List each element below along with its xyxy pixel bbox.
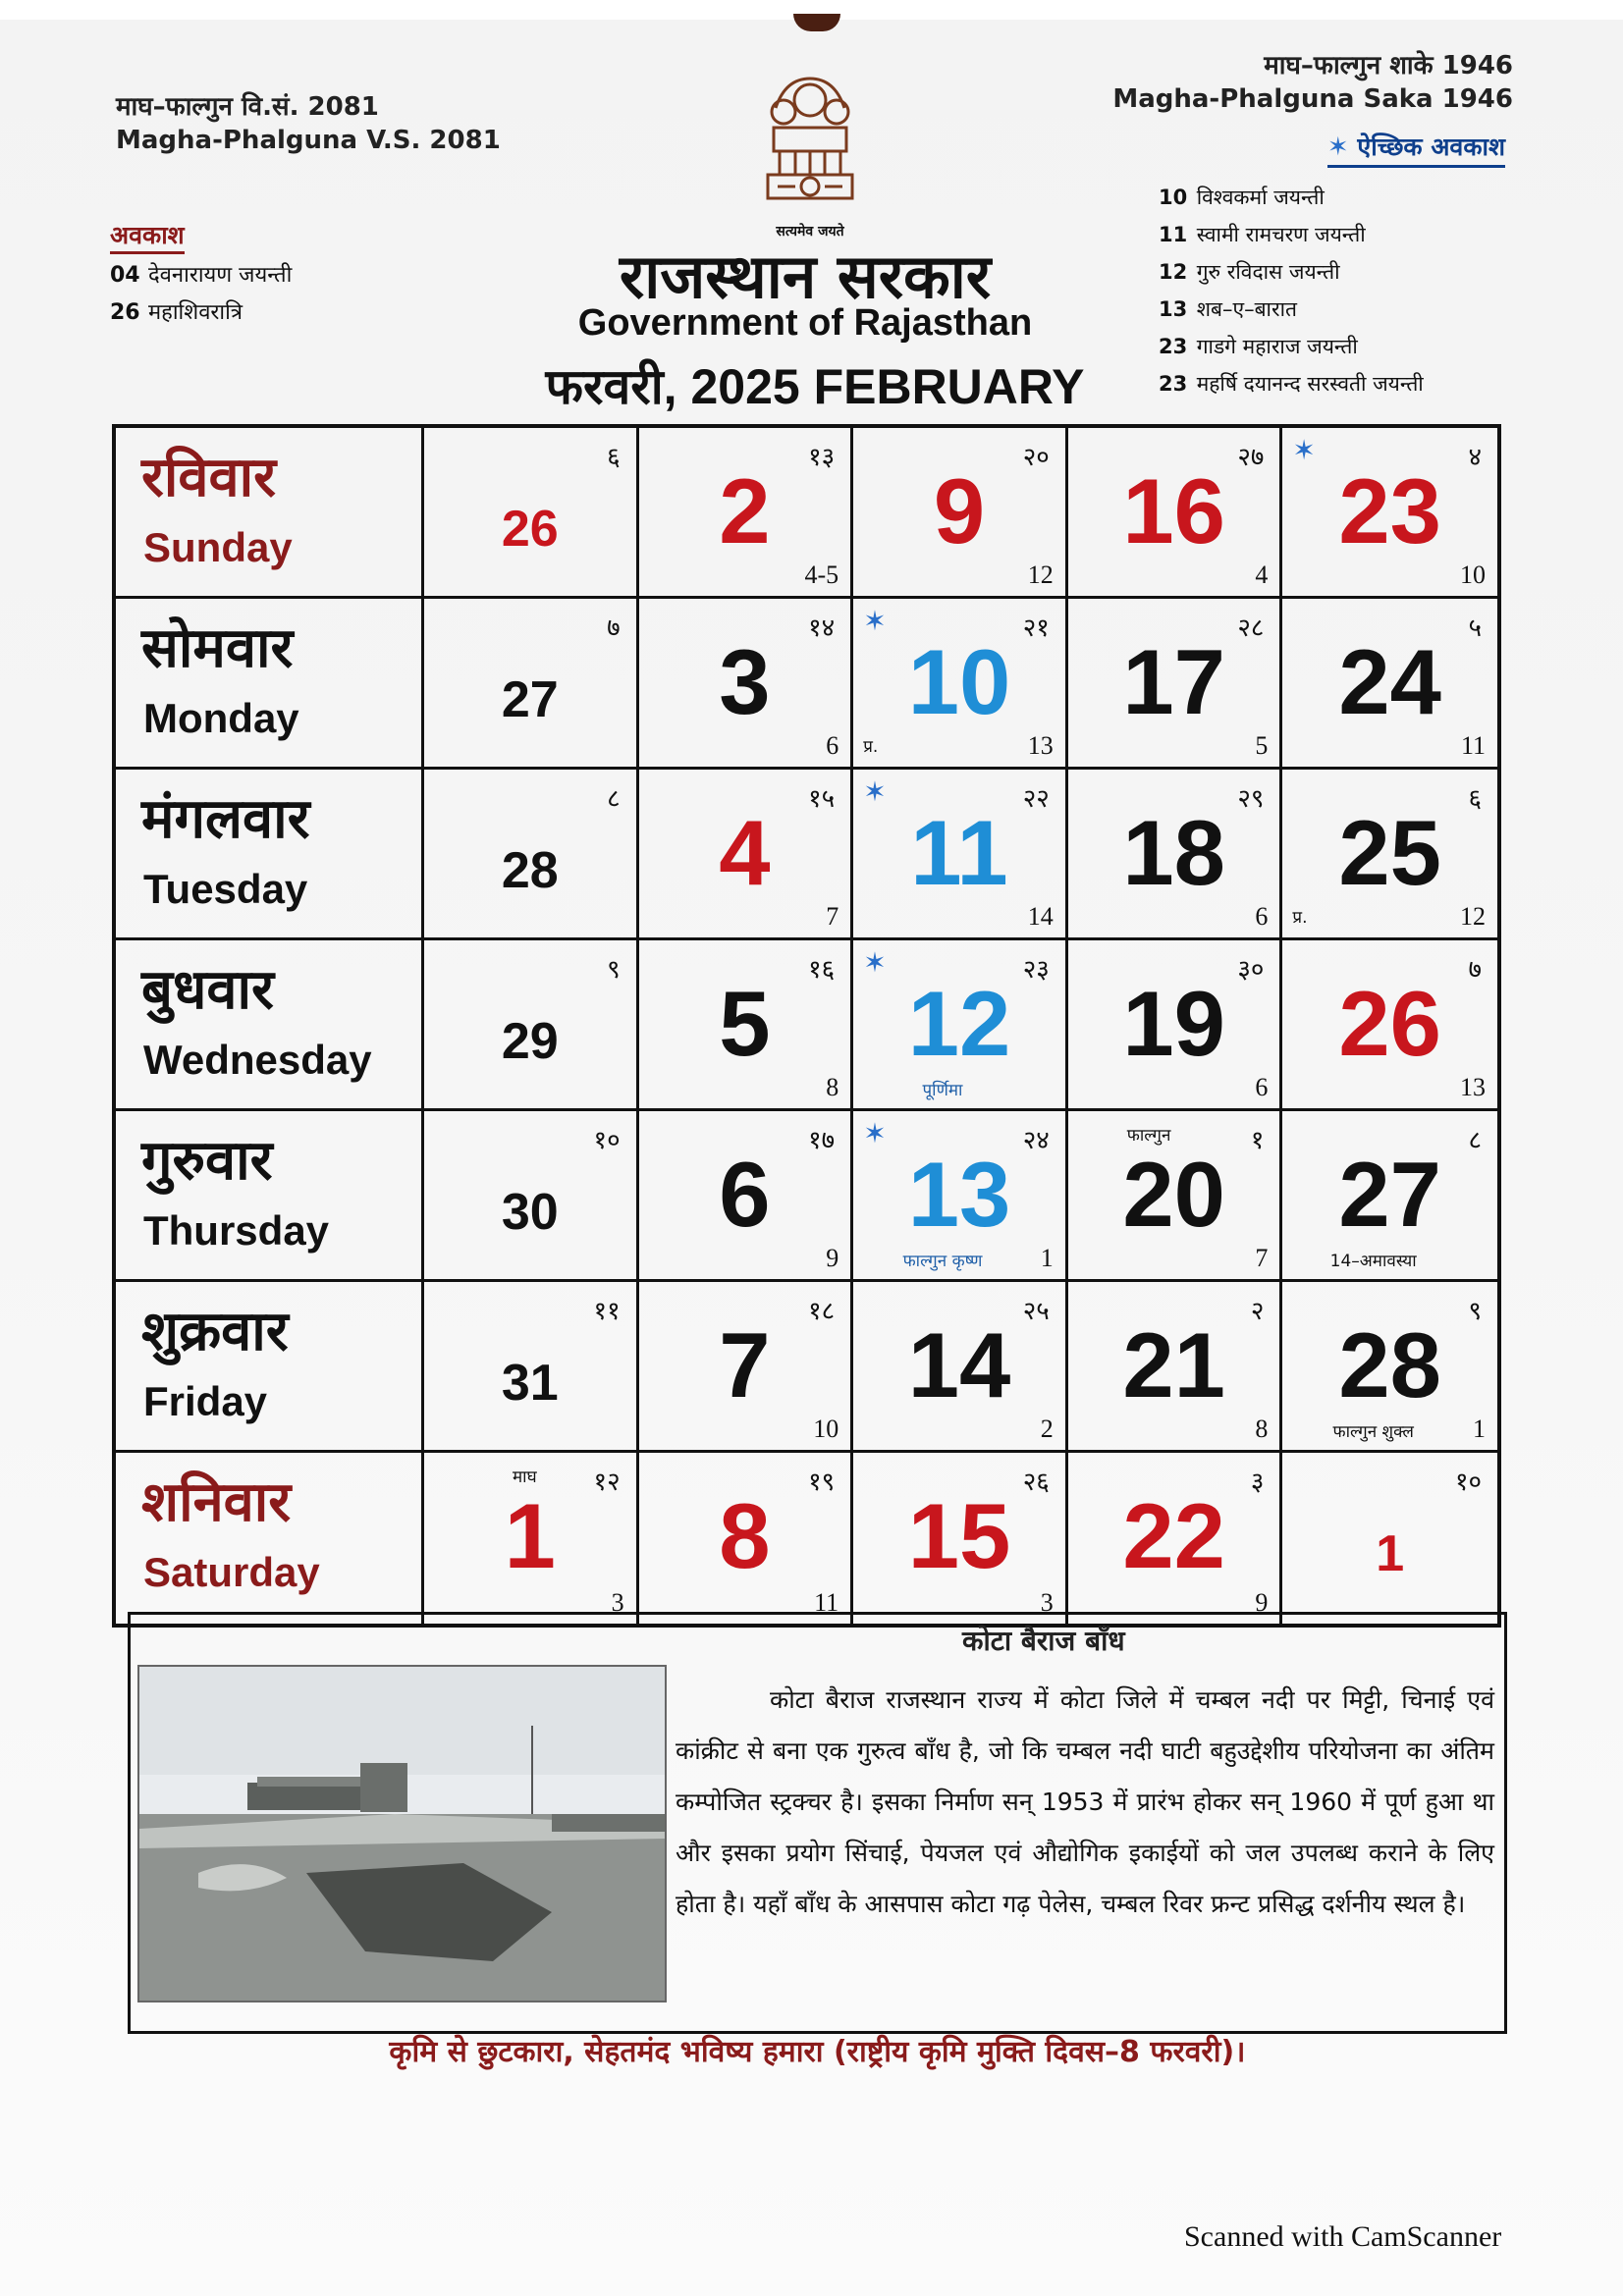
tithi-number: ४ [1468, 443, 1482, 472]
day-name-english: Thursday [143, 1207, 330, 1254]
date-cell [639, 428, 854, 599]
date-cell [1282, 428, 1497, 599]
saka-date: 7 [1255, 1244, 1269, 1272]
cell-note: 14–अमावस्या [1329, 1252, 1417, 1271]
saka-date: 9 [1255, 1588, 1269, 1617]
saka-date: 6 [826, 731, 839, 760]
date-cell [1282, 1282, 1497, 1453]
date-number: 26 [501, 501, 559, 558]
saka-date: 3 [1040, 1588, 1054, 1617]
date-cell [639, 599, 854, 770]
slogan: कृमि से छुटकारा, सेहतमंद भविष्य हमारा (राष्ट्रीय कृमि मुक्ति दिवस–8 फरवरी)। [389, 2035, 1246, 2069]
saka-english: Magha-Phalguna Saka 1946 [1112, 84, 1513, 114]
saka-date: 6 [1255, 1073, 1269, 1101]
date-number: 11 [910, 801, 1008, 904]
date-number: 15 [907, 1484, 1011, 1587]
tithi-number: २८ [1237, 614, 1265, 643]
optional-holiday-star-icon: ✶ [1292, 434, 1316, 466]
optional-holiday-item: 13 शब–ए–बारात [1159, 297, 1297, 321]
date-cell [639, 940, 854, 1111]
date-number: 13 [907, 1143, 1011, 1246]
tithi-number: ५ [1468, 614, 1482, 643]
emblem-motto: सत्यमेव जयते [776, 224, 844, 240]
saka-date: 11 [814, 1588, 839, 1617]
day-name-hindi: मंगलवार [141, 786, 310, 851]
dam-photo [137, 1665, 667, 2002]
date-number: 25 [1338, 801, 1441, 904]
date-number: 10 [907, 630, 1011, 733]
optional-holiday-item: 10 विश्वकर्मा जयन्ती [1159, 186, 1325, 209]
saka-date: 4 [1255, 561, 1269, 589]
vs-english: Magha-Phalguna V.S. 2081 [116, 126, 501, 155]
tithi-number: २२ [1022, 784, 1050, 814]
tithi-number: १९ [808, 1468, 836, 1497]
date-number: 19 [1122, 972, 1225, 1075]
saka-date: 5 [1255, 731, 1269, 760]
saka-date: 1 [1040, 1244, 1054, 1272]
date-number: 30 [501, 1184, 559, 1241]
date-number: 3 [719, 630, 771, 733]
date-number: 18 [1122, 801, 1225, 904]
day-name-english: Saturday [143, 1549, 320, 1595]
day-name-hindi: बुधवार [141, 957, 274, 1022]
date-cell [853, 428, 1068, 599]
optional-holiday-star-icon: ✶ [863, 1117, 887, 1149]
tithi-number: १४ [808, 614, 836, 643]
date-cell [1282, 1453, 1497, 1624]
date-cell [639, 1453, 854, 1624]
tithi-number: १३ [808, 443, 836, 472]
date-cell [1068, 1282, 1283, 1453]
date-number: 31 [501, 1355, 559, 1412]
saka-date: 12 [1460, 902, 1486, 931]
date-cell [424, 1282, 639, 1453]
scanner-watermark: Scanned with CamScanner [1184, 2220, 1502, 2253]
tithi-number: २६ [1022, 1468, 1050, 1497]
state-emblem-icon [756, 69, 864, 216]
saka-date: 7 [826, 902, 839, 931]
saka-date: 3 [611, 1588, 624, 1617]
date-cell [853, 1453, 1068, 1624]
date-number: 23 [1338, 459, 1441, 562]
optional-holidays-list [1159, 179, 1424, 402]
dam-photo-image [139, 1667, 665, 2001]
day-name-english: Wednesday [143, 1037, 372, 1083]
cell-note: फाल्गुन शुक्ल [1332, 1422, 1414, 1442]
date-cell [639, 770, 854, 940]
saka-date: 8 [1255, 1415, 1269, 1443]
optional-holiday-item: 23 महर्षि दयानन्द सरस्वती जयन्ती [1159, 372, 1424, 396]
date-number: 26 [1338, 972, 1441, 1075]
date-number: 16 [1122, 459, 1225, 562]
saka-date: 10 [1460, 561, 1486, 589]
date-number: 20 [1122, 1143, 1225, 1246]
tithi-number: ९ [1468, 1297, 1482, 1326]
date-number: 7 [719, 1313, 771, 1416]
date-cell [424, 1453, 639, 1624]
header-right [1112, 49, 1513, 116]
tithi-number: ८ [1468, 1126, 1482, 1155]
tithi-number: ११ [593, 1297, 621, 1326]
date-cell [424, 940, 639, 1111]
optional-holiday-star-icon: ✶ [863, 775, 887, 808]
tithi-number: २ [1250, 1297, 1265, 1326]
date-number: 29 [501, 1013, 559, 1070]
tithi-number: ३० [1237, 955, 1265, 985]
date-cell [424, 599, 639, 770]
tithi-number: ८ [607, 784, 621, 814]
day-name-cell [116, 940, 424, 1111]
info-body: कोटा बैराज राजस्थान राज्य में कोटा जिले में चम्बल नदी पर मिट्टी, चिनाई एवं कांक्रीट से बना एक गुरुत्व बाँध है, जो कि चम्बल नदी घाटी बहुउद्देशीय परियोजना का अंतिम कम्पोजित स्ट्रक्चर है। इसका निर्माण सन् 1953 में प्रारंभ होकर सन् 1960 में पूर्ण हुआ था और इसका प्रयोग सिंचाई, पेयजल एवं औद्योगिक इकाईयों को जल उपलब्ध कराने के लिए होता है। यहाँ बाँध के आसपास कोटा गढ़ पेलेस, चम्बल रिवर फ्रन्ट प्रसिद्ध दर्शनीय स्थल है। [676, 1685, 1494, 1918]
tithi-number: १७ [808, 1126, 836, 1155]
day-name-hindi: शनिवार [141, 1469, 292, 1534]
tithi-number: २३ [1022, 955, 1050, 985]
saka-date: 9 [826, 1244, 839, 1272]
vs-hindi: माघ–फाल्गुन वि.सं. 2081 [116, 92, 379, 122]
optional-holiday-item: 11 स्वामी रामचरण जयन्ती [1159, 223, 1366, 246]
date-number: 9 [933, 459, 986, 562]
optional-holiday-star-icon: ✶ [863, 605, 887, 637]
saka-date: 12 [1027, 561, 1054, 589]
date-number: 17 [1122, 630, 1225, 733]
date-number: 28 [1338, 1313, 1441, 1416]
day-name-hindi: गुरुवार [141, 1128, 273, 1193]
tithi-number: ६ [1468, 784, 1482, 814]
saka-date: 13 [1027, 731, 1054, 760]
day-name-cell [116, 770, 424, 940]
tithi-number: २४ [1022, 1126, 1050, 1155]
date-cell [639, 1282, 854, 1453]
optional-holiday-item: 23 गाडगे महाराज जयन्ती [1159, 335, 1358, 358]
day-name-cell [116, 428, 424, 599]
cell-note: फाल्गुन कृष्ण [902, 1252, 983, 1271]
tithi-number: ७ [1468, 955, 1482, 985]
holidays-list [110, 257, 292, 332]
date-cell [1282, 1111, 1497, 1282]
info-title: कोटा बैराज बाँध [962, 1625, 1125, 1657]
month-title: फरवरी, 2025 FEBRUARY [545, 359, 1085, 414]
date-cell [424, 428, 639, 599]
date-number: 22 [1122, 1484, 1225, 1587]
date-number: 24 [1338, 630, 1441, 733]
saka-date: 6 [1255, 902, 1269, 931]
date-cell [1282, 599, 1497, 770]
date-number: 27 [501, 671, 559, 728]
day-name-english: Friday [143, 1378, 268, 1424]
tithi-number: २५ [1022, 1297, 1050, 1326]
date-cell [1282, 770, 1497, 940]
tithi-number: ९ [607, 955, 621, 985]
calendar-grid [112, 424, 1501, 1628]
saka-date: 13 [1460, 1073, 1486, 1101]
date-number: 5 [719, 972, 771, 1075]
tithi-number: १० [1454, 1468, 1482, 1497]
date-cell [853, 1111, 1068, 1282]
tithi-number: ७ [607, 614, 621, 643]
optional-holidays-title: ✶ ऐच्छिक अवकाश [1327, 130, 1505, 168]
day-name-hindi: सोमवार [141, 615, 294, 680]
star-icon: ✶ [1326, 133, 1349, 162]
date-number: 14 [907, 1313, 1011, 1416]
date-number: 8 [719, 1484, 771, 1587]
day-name-english: Tuesday [143, 866, 308, 912]
day-name-cell [116, 1282, 424, 1453]
date-cell [639, 1111, 854, 1282]
date-number: 1 [1376, 1525, 1405, 1582]
tithi-number: २९ [1237, 784, 1265, 814]
date-cell [424, 770, 639, 940]
cell-note: प्र. [1292, 908, 1308, 928]
tithi-number: १८ [808, 1297, 836, 1326]
day-name-cell [116, 1111, 424, 1282]
holiday-item: 04 देवनारायण जयन्ती [110, 263, 293, 288]
day-name-cell [116, 599, 424, 770]
tithi-number: ३ [1250, 1468, 1265, 1497]
saka-date: 1 [1473, 1415, 1486, 1443]
date-number: 6 [719, 1143, 771, 1246]
date-number: 28 [501, 842, 559, 899]
tithi-number: २१ [1022, 614, 1050, 643]
tithi-number: २७ [1237, 443, 1265, 472]
date-cell [853, 1282, 1068, 1453]
tithi-number: १० [593, 1126, 621, 1155]
saka-date: 8 [826, 1073, 839, 1101]
tithi-number: १६ [808, 955, 836, 985]
date-cell [853, 770, 1068, 940]
day-name-cell [116, 1453, 424, 1624]
date-number: 1 [504, 1484, 556, 1587]
saka-date: 10 [813, 1415, 839, 1443]
header-left [116, 90, 501, 157]
optional-holiday-star-icon: ✶ [863, 946, 887, 979]
cell-note: माघ [513, 1468, 537, 1487]
date-cell [853, 940, 1068, 1111]
cell-note: पूर्णिमा [922, 1081, 963, 1100]
cell-note: फाल्गुन [1126, 1126, 1171, 1146]
date-number: 4 [719, 801, 771, 904]
tithi-number: १५ [808, 784, 836, 814]
saka-date: 4-5 [804, 561, 839, 589]
holidays-title: अवकाश [110, 218, 185, 254]
saka-date: 2 [1040, 1415, 1054, 1443]
date-cell [1068, 428, 1283, 599]
tithi-number: २० [1022, 443, 1050, 472]
tithi-number: १ [1250, 1126, 1265, 1155]
tithi-number: ६ [607, 443, 621, 472]
date-cell [424, 1111, 639, 1282]
day-name-hindi: रविवार [141, 445, 277, 509]
date-number: 27 [1338, 1143, 1441, 1246]
day-name-english: Sunday [143, 524, 293, 570]
date-cell [1068, 940, 1283, 1111]
date-cell [1068, 770, 1283, 940]
day-name-english: Monday [143, 695, 299, 741]
saka-date: 11 [1460, 731, 1486, 760]
date-cell [1282, 940, 1497, 1111]
tithi-number: १२ [593, 1468, 621, 1497]
date-number: 12 [907, 972, 1011, 1075]
title-english: Government of Rajasthan [577, 302, 1033, 344]
cell-note: प्र. [863, 737, 879, 757]
holiday-item: 26 महाशिवरात्रि [110, 300, 243, 325]
date-cell [1068, 599, 1283, 770]
date-cell [1068, 1111, 1283, 1282]
day-name-hindi: शुक्रवार [141, 1299, 289, 1363]
date-number: 2 [719, 459, 771, 562]
date-cell [853, 599, 1068, 770]
title-hindi: राजस्थान सरकार [619, 240, 992, 312]
optional-holiday-item: 12 गुरु रविदास जयन्ती [1159, 260, 1340, 284]
saka-hindi: माघ–फाल्गुन शाके 1946 [1264, 51, 1513, 80]
date-cell [1068, 1453, 1283, 1624]
date-number: 21 [1122, 1313, 1225, 1416]
saka-date: 14 [1027, 902, 1054, 931]
